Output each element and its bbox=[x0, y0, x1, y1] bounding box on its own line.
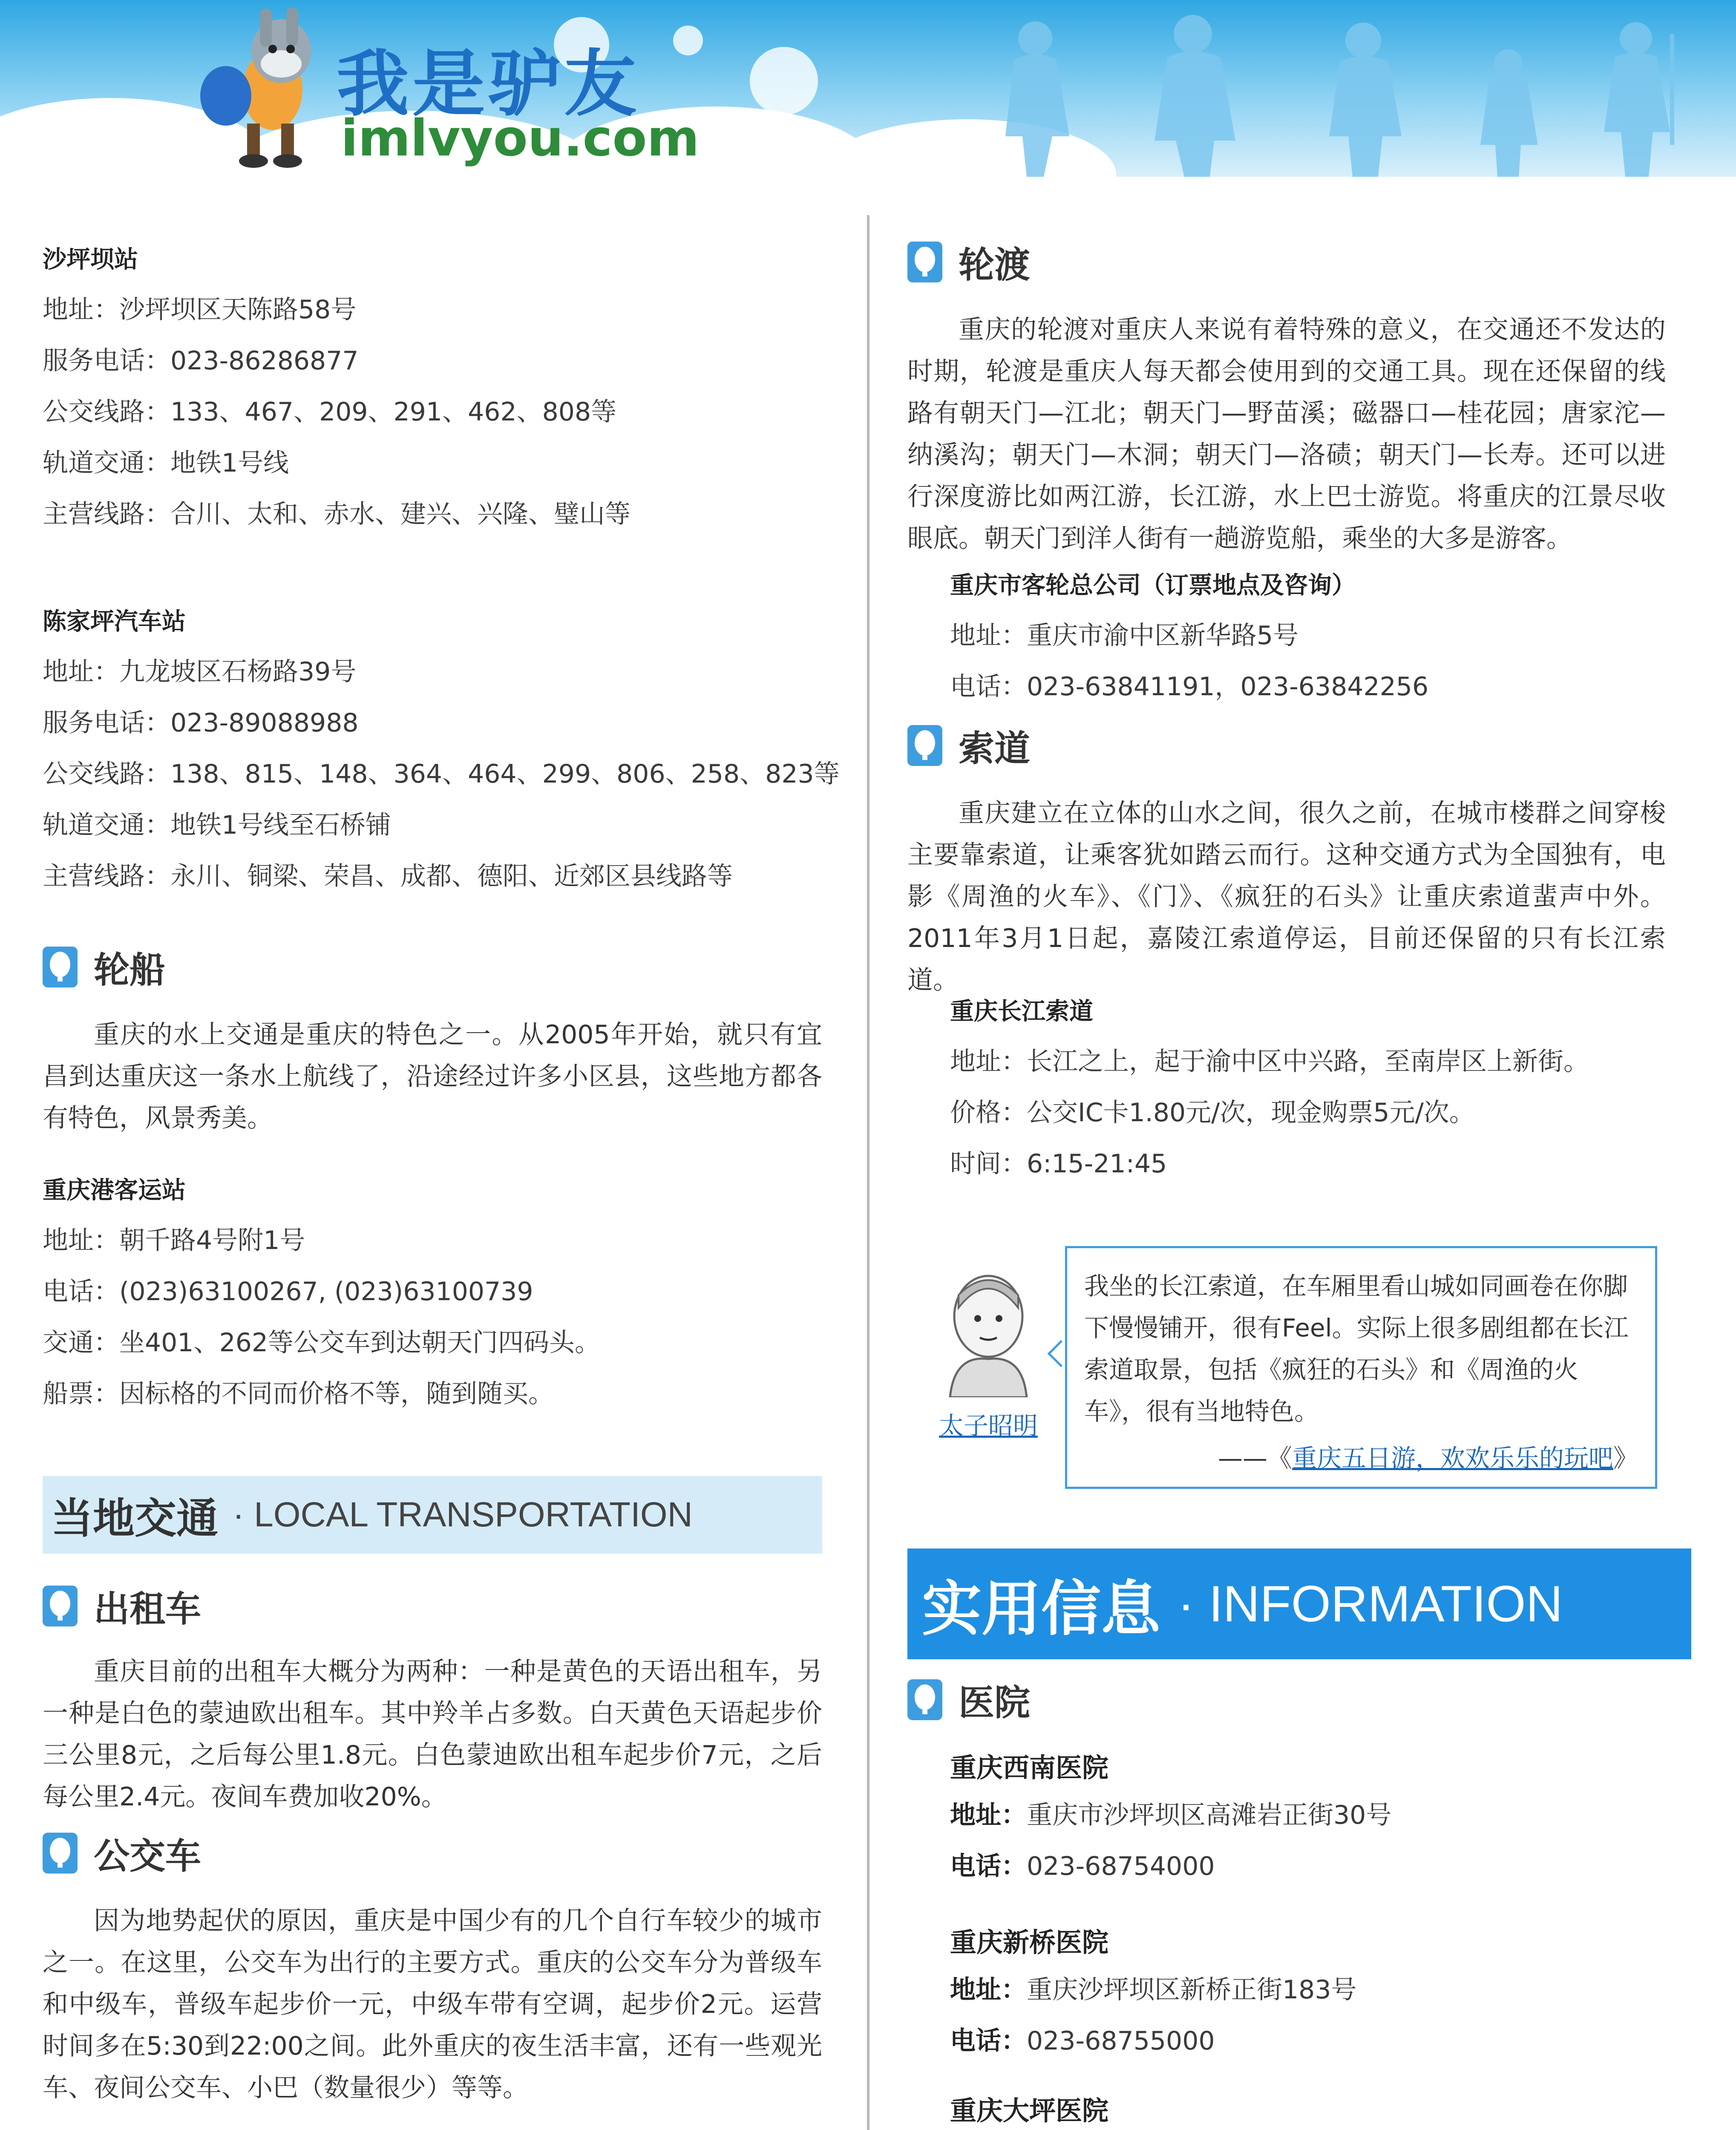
address-label: 地址： bbox=[950, 1800, 1027, 1830]
section-title: 轮船 bbox=[94, 949, 166, 991]
station-name: 陈家坪汽车站 bbox=[43, 608, 186, 636]
info-line: 价格：公交IC卡1.80元/次，现金购票5元/次。 bbox=[950, 1098, 1475, 1128]
author-name-link[interactable]: 太子昭明 bbox=[939, 1411, 1038, 1440]
paragraph: 重庆建立在立体的山水之间，很久之前，在城市楼群之间穿梭主要靠索道，让乘客犹如踏云而行。这种交通方式为全国独有，电影《周渔的火车》、《门》、《疯狂的石头》让重庆索道蜚声中外。2011年3月1日起，嘉陵江索道停运，目前还保留的只有长江索道。 bbox=[907, 798, 1666, 995]
ferry-intro bbox=[907, 309, 1666, 559]
info-line: 轨道交通：地铁1号线 bbox=[43, 448, 289, 478]
station-shapingba bbox=[43, 241, 630, 540]
station-name: 重庆长江索道 bbox=[950, 998, 1093, 1025]
logo-title: 我是驴友 bbox=[337, 42, 640, 127]
balloon-icon bbox=[907, 242, 942, 282]
info-line: 公交线路：133、467、209、291、462、808等 bbox=[43, 397, 617, 427]
section-title: 出租车 bbox=[94, 1588, 202, 1630]
phone-line bbox=[950, 1841, 1391, 1892]
band-title-zh: 当地交通 bbox=[51, 1494, 219, 1543]
info-line: 地址：重庆市渝中区新华路5号 bbox=[950, 621, 1299, 651]
hospital-name: 重庆西南医院 bbox=[950, 1752, 1109, 1783]
info-line: 时间：6:15-21:45 bbox=[950, 1149, 1167, 1179]
hospital-name: 重庆大坪医院 bbox=[950, 2095, 1109, 2126]
ferry-company bbox=[950, 567, 1428, 712]
info-line: 地址：朝千路4号附1号 bbox=[43, 1226, 305, 1255]
info-line: 电话：(023)63100267, (023)63100739 bbox=[43, 1277, 533, 1307]
section-title: 医院 bbox=[959, 1681, 1031, 1724]
section-heading-cable bbox=[907, 722, 1030, 769]
section-title: 索道 bbox=[959, 727, 1031, 769]
donkey-mascot-icon bbox=[175, 4, 354, 170]
hospital-item bbox=[950, 1747, 1391, 1892]
band-title-zh: 实用信息 bbox=[922, 1574, 1161, 1644]
info-line: 地址：九龙坡区石杨路39号 bbox=[43, 657, 357, 687]
address-line bbox=[950, 1790, 1391, 1841]
address-label: 地址： bbox=[950, 1975, 1027, 2005]
station-name: 沙坪坝站 bbox=[43, 246, 138, 273]
station-name: 重庆市客轮总公司（订票地点及咨询） bbox=[950, 572, 1356, 599]
band-title-en: · INFORMATION bbox=[1177, 1575, 1563, 1632]
paragraph: 重庆目前的出租车大概分为两种：一种是黄色的天语出租车，另一种是白色的蒙迪欧出租车。其中羚羊占多数。白天黄色天语起步价三公里8元，之后每公里1.8元。白色蒙迪欧出租车起步价7元，之后每公里2.4元。夜间车费加收20%。 bbox=[43, 1657, 822, 1812]
section-heading-taxi bbox=[43, 1583, 201, 1629]
phone-value: 023-68755000 bbox=[1027, 2026, 1215, 2056]
info-line: 船票：因标格的不同而价格不等，随到随买。 bbox=[43, 1379, 554, 1409]
quote-box bbox=[1065, 1246, 1657, 1489]
info-line: 轨道交通：地铁1号线至石桥铺 bbox=[43, 810, 392, 840]
info-line: 交通：坐401、262等公交车到达朝天门四码头。 bbox=[43, 1328, 601, 1358]
ship-intro bbox=[43, 1014, 822, 1139]
local-transportation-band bbox=[43, 1476, 822, 1554]
phone-line bbox=[950, 2015, 1357, 2067]
address-line bbox=[950, 1964, 1357, 2015]
logo-url: imlvyou.com bbox=[341, 109, 700, 167]
section-heading-ferry bbox=[907, 239, 1030, 285]
paragraph: 重庆的水上交通是重庆的特色之一。从2005年开始，就只有宜昌到达重庆这一条水上航线了，沿途经过许多小区县，这些地方都各有特色，风景秀美。 bbox=[43, 1020, 822, 1133]
hospital-item bbox=[950, 2090, 1391, 2130]
section-heading-bus bbox=[43, 1830, 201, 1877]
hospital-item bbox=[950, 1921, 1357, 2067]
hospital-name: 重庆新桥医院 bbox=[950, 1927, 1109, 1958]
paragraph: 重庆的轮渡对重庆人来说有着特殊的意义，在交通还不发达的时期，轮渡是重庆人每天都会使用到的交通工具。现在还保留的线路有朝天门—江北；朝天门—野苗溪；磁器口—桂花园；唐家沱—纳溪沟；朝天门—木洞；朝天门—洛碛；朝天门—长寿。还可以进行深度游比如两江游，长江游，水上巴士游览。将重庆的江景尽收眼底。朝天门到洋人街有一趟游览船，乘坐的大多是游客。 bbox=[907, 315, 1666, 553]
bus-info bbox=[43, 1900, 822, 2109]
balloon-icon bbox=[43, 947, 78, 987]
phone-label: 电话： bbox=[950, 2026, 1027, 2056]
taxi-info bbox=[43, 1651, 822, 1818]
paragraph: 因为地势起伏的原因，重庆是中国少有的几个自行车较少的城市之一。在这里，公交车为出行的主要方式。重庆的公交车分为普级车和中级车，普级车起步价一元，中级车带有空调，起步价2元。运营时间多在5:30到22:00之间。此外重庆的夜生活丰富，还有一些观光车、夜间公交车、小巴（数量很少）等等。 bbox=[43, 1906, 822, 2103]
section-title: 轮渡 bbox=[959, 244, 1031, 286]
info-line: 地址：沙坪坝区天陈路58号 bbox=[43, 295, 357, 325]
station-name: 重庆港客运站 bbox=[43, 1177, 186, 1204]
balloon-icon bbox=[43, 1833, 78, 1874]
balloon-icon bbox=[907, 725, 942, 766]
info-line: 电话：023-63841191，023-63842256 bbox=[950, 672, 1429, 702]
section-heading-hospital bbox=[907, 1676, 1030, 1723]
info-line: 地址：长江之上，起于渝中区中兴路，至南岸区上新街。 bbox=[950, 1047, 1589, 1077]
info-line: 主营线路：合川、太和、赤水、建兴、兴隆、璧山等 bbox=[43, 499, 630, 529]
hikers-silhouette-icon bbox=[971, 9, 1736, 177]
author-avatar bbox=[933, 1269, 1044, 1397]
balloon-icon bbox=[43, 1586, 78, 1626]
station-chenjiaping bbox=[43, 603, 840, 902]
info-line: 服务电话：023-86286877 bbox=[43, 346, 359, 376]
phone-label: 电话： bbox=[950, 1851, 1027, 1881]
information-band bbox=[907, 1549, 1691, 1659]
section-heading-ship bbox=[43, 944, 165, 990]
yangtze-cableway bbox=[950, 993, 1589, 1189]
quote-source-suffix: 》 bbox=[1613, 1444, 1638, 1473]
info-line: 公交线路：138、815、148、364、464、299、806、258、823等 bbox=[43, 759, 840, 789]
quote-source bbox=[1084, 1438, 1638, 1474]
phone-value: 023-68754000 bbox=[1027, 1851, 1215, 1881]
band-title-en: · LOCAL TRANSPORTATION bbox=[233, 1495, 693, 1534]
station-chongqing-port bbox=[43, 1172, 600, 1419]
bubble-decoration bbox=[673, 26, 703, 55]
column-divider bbox=[867, 215, 869, 2130]
cable-intro bbox=[907, 792, 1666, 1001]
info-line: 服务电话：023-89088988 bbox=[43, 708, 359, 738]
balloon-icon bbox=[907, 1679, 942, 1720]
quote-text: 我坐的长江索道，在车厢里看山城如同画卷在你脚下慢慢铺开，很有Feel。实际上很多剧组都在长江索道取景，包括《疯狂的石头》和《周渔的火车》，很有当地特色。 bbox=[1084, 1272, 1629, 1426]
quote-source-prefix: ——《 bbox=[1218, 1444, 1292, 1473]
quote-source-link[interactable]: 重庆五日游，欢欢乐乐的玩吧 bbox=[1292, 1444, 1613, 1473]
header-banner bbox=[0, 0, 1736, 177]
section-title: 公交车 bbox=[94, 1835, 202, 1877]
address-value: 重庆沙坪坝区新桥正街183号 bbox=[1027, 1975, 1357, 2005]
bubble-decoration bbox=[750, 47, 818, 115]
info-line: 主营线路：永川、铜梁、荣昌、成都、德阳、近郊区县线路等 bbox=[43, 861, 733, 891]
address-value: 重庆市沙坪坝区高滩岩正街30号 bbox=[1027, 1800, 1392, 1830]
